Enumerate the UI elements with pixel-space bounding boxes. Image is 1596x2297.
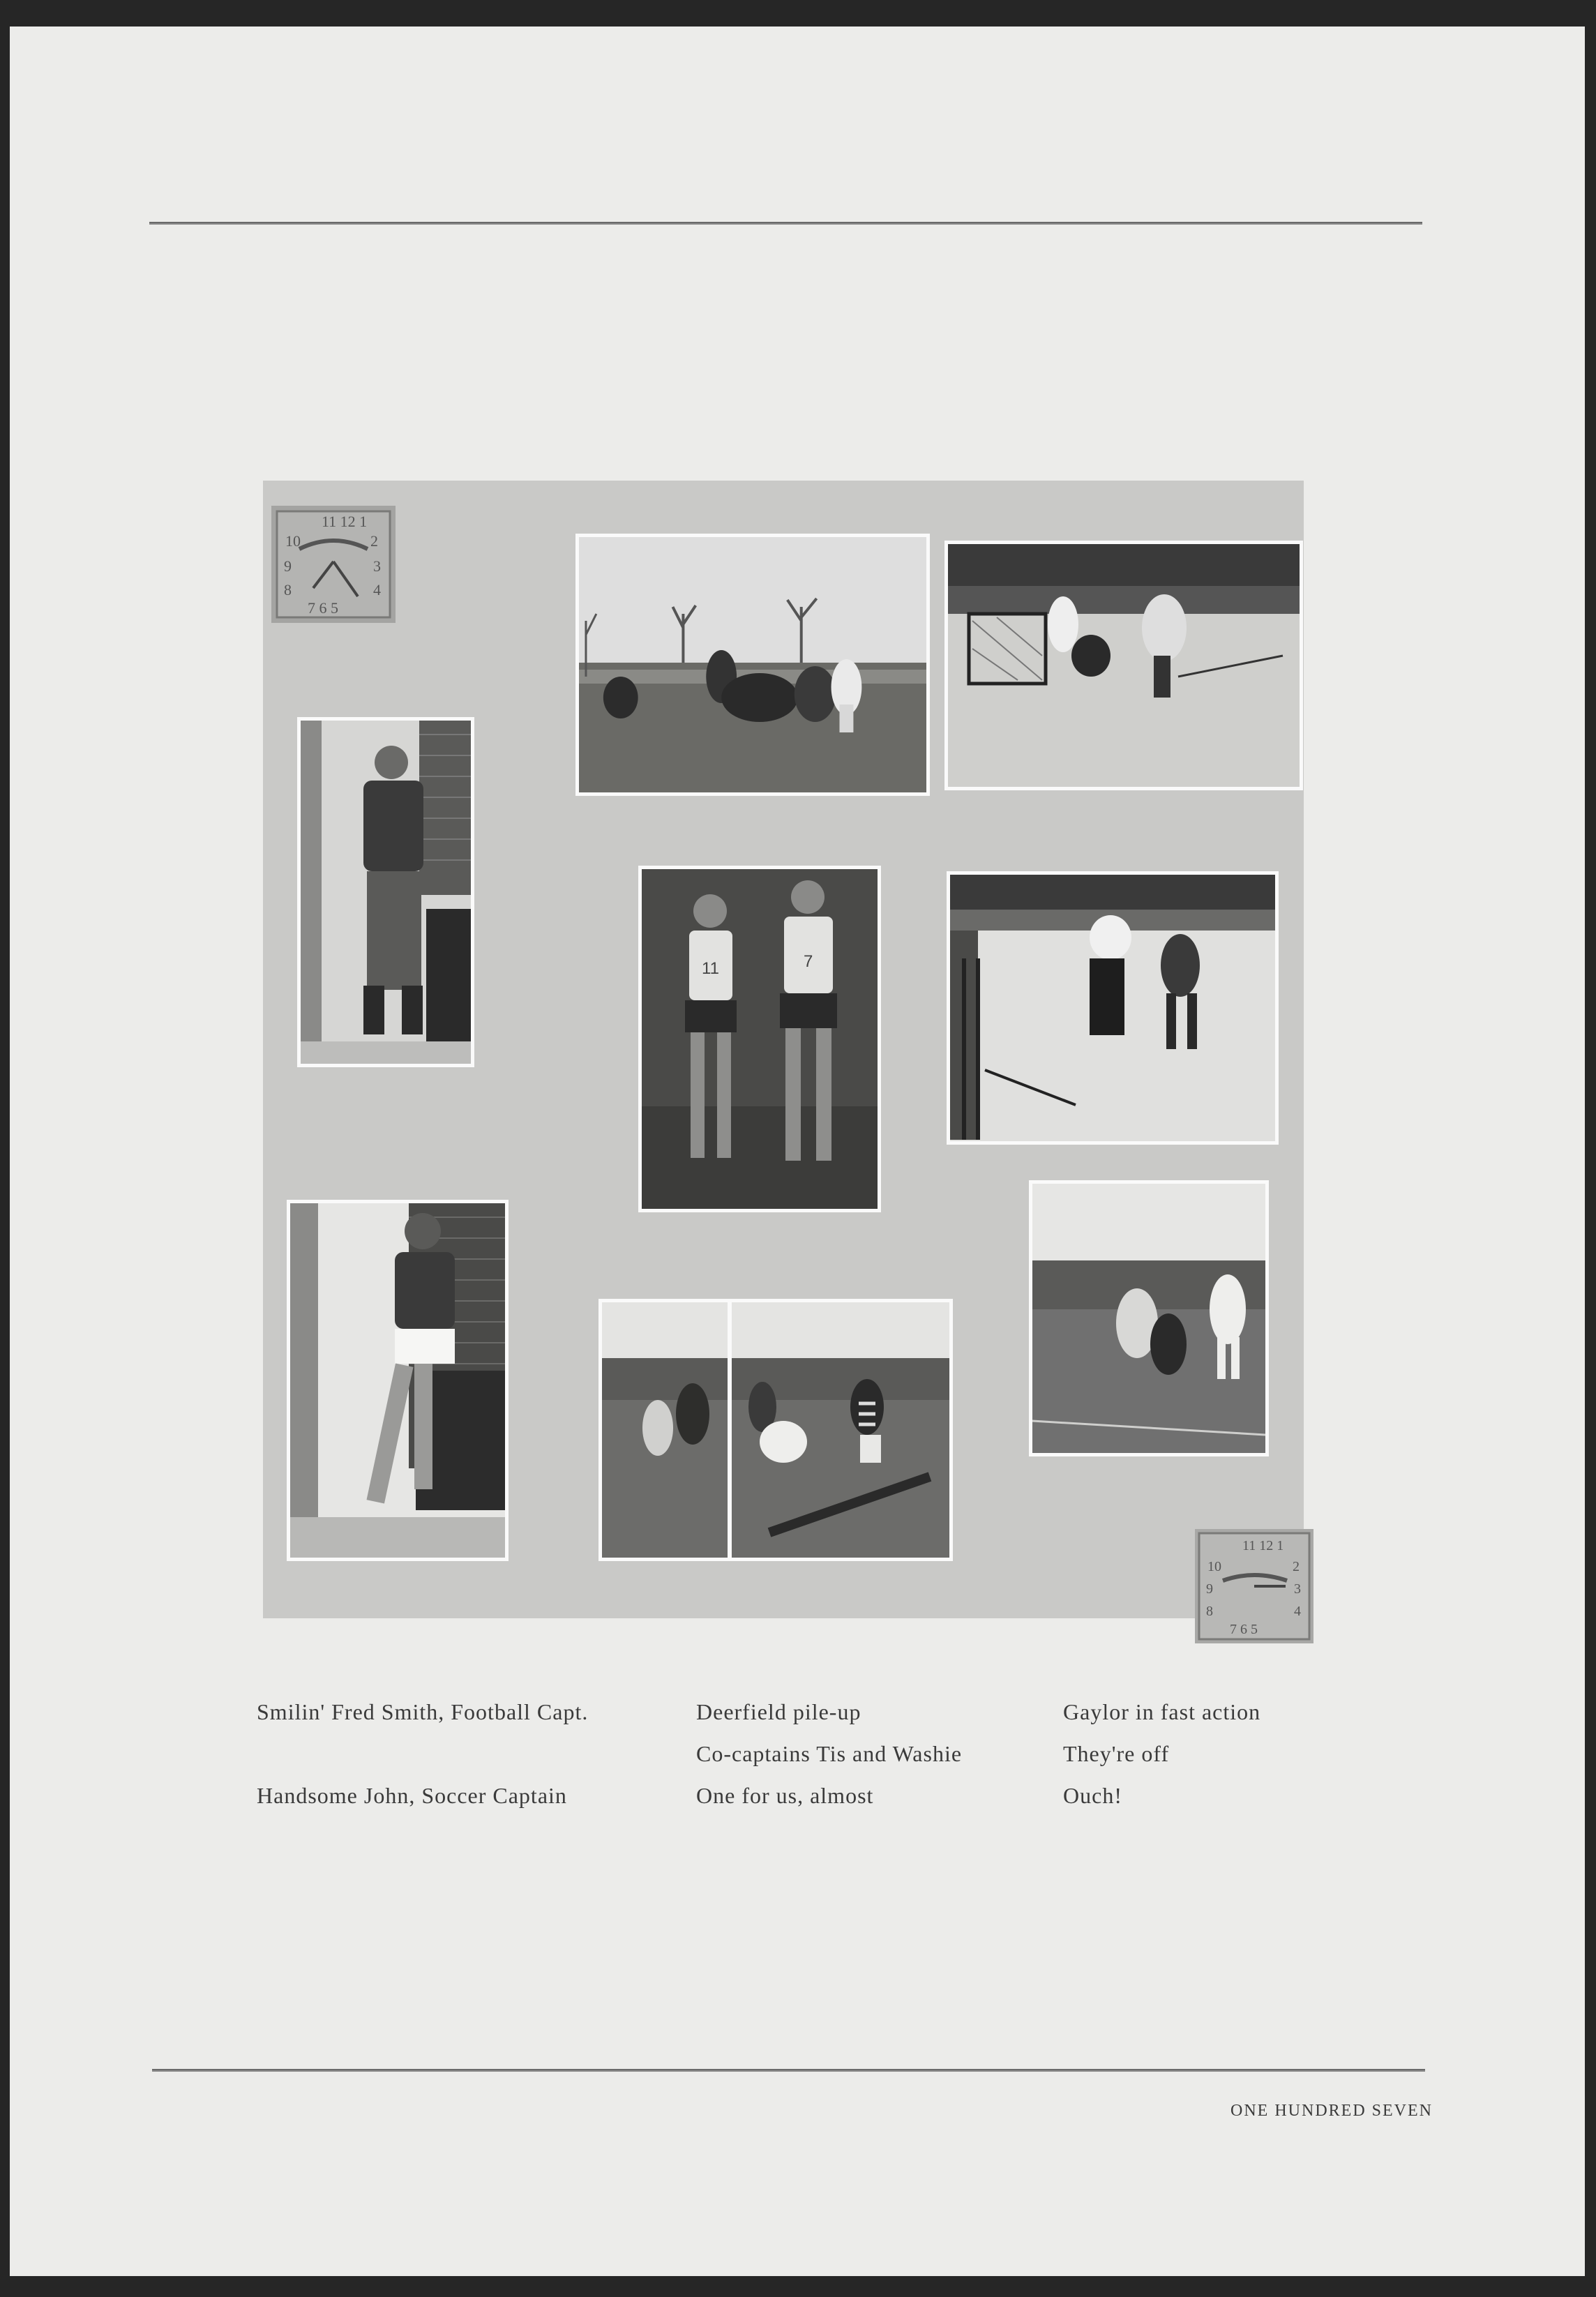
svg-text:7: 7 <box>804 952 813 971</box>
svg-text:2: 2 <box>370 532 378 550</box>
ouch-photo <box>1029 1180 1269 1456</box>
svg-text:7 6 5: 7 6 5 <box>308 599 338 617</box>
yearbook-page <box>10 27 1585 2276</box>
one-for-us-almost-photo <box>598 1299 953 1561</box>
svg-text:11 12 1: 11 12 1 <box>1242 1538 1284 1553</box>
svg-text:9: 9 <box>1206 1581 1213 1597</box>
theyre-off-photo <box>947 871 1279 1145</box>
page-number: ONE HUNDRED SEVEN <box>1230 2102 1433 2120</box>
svg-text:10: 10 <box>1207 1559 1221 1574</box>
caption-deerfield-pile-up: Deerfield pile-up <box>696 1699 861 1724</box>
top-rule <box>149 222 1422 225</box>
deerfield-pile-up-photo <box>575 534 930 796</box>
caption-gaylor: Gaylor in fast action <box>1063 1699 1261 1724</box>
clock-top-left-image <box>271 506 396 623</box>
caption-handsome-john: Handsome John, Soccer Captain <box>257 1783 567 1808</box>
caption-ouch: Ouch! <box>1063 1783 1122 1808</box>
svg-text:2: 2 <box>1293 1559 1300 1574</box>
bottom-rule <box>152 2069 1425 2072</box>
gaylor-fast-action-photo <box>944 541 1303 790</box>
clock-bottom-right-image <box>1195 1529 1313 1643</box>
fred-smith-portrait-photo <box>297 717 474 1067</box>
caption-theyre-off: They're off <box>1063 1741 1170 1766</box>
caption-co-captains: Co-captains Tis and Washie <box>696 1741 963 1766</box>
svg-text:3: 3 <box>373 557 381 575</box>
svg-text:8: 8 <box>1206 1604 1213 1619</box>
svg-text:4: 4 <box>1294 1604 1301 1619</box>
svg-text:7 6 5: 7 6 5 <box>1230 1622 1258 1637</box>
svg-text:9: 9 <box>284 557 292 575</box>
svg-text:4: 4 <box>373 581 381 598</box>
svg-text:3: 3 <box>1294 1581 1301 1597</box>
co-captains-tis-washie-photo <box>638 866 881 1212</box>
caption-one-for-us: One for us, almost <box>696 1783 874 1808</box>
svg-text:8: 8 <box>284 581 292 598</box>
svg-text:11 12 1: 11 12 1 <box>322 513 368 530</box>
caption-fred-smith: Smilin' Fred Smith, Football Capt. <box>257 1699 589 1724</box>
photo-collage <box>263 481 1304 1637</box>
handsome-john-portrait-photo <box>287 1200 509 1561</box>
svg-text:11: 11 <box>702 959 719 978</box>
svg-text:10: 10 <box>285 532 301 550</box>
